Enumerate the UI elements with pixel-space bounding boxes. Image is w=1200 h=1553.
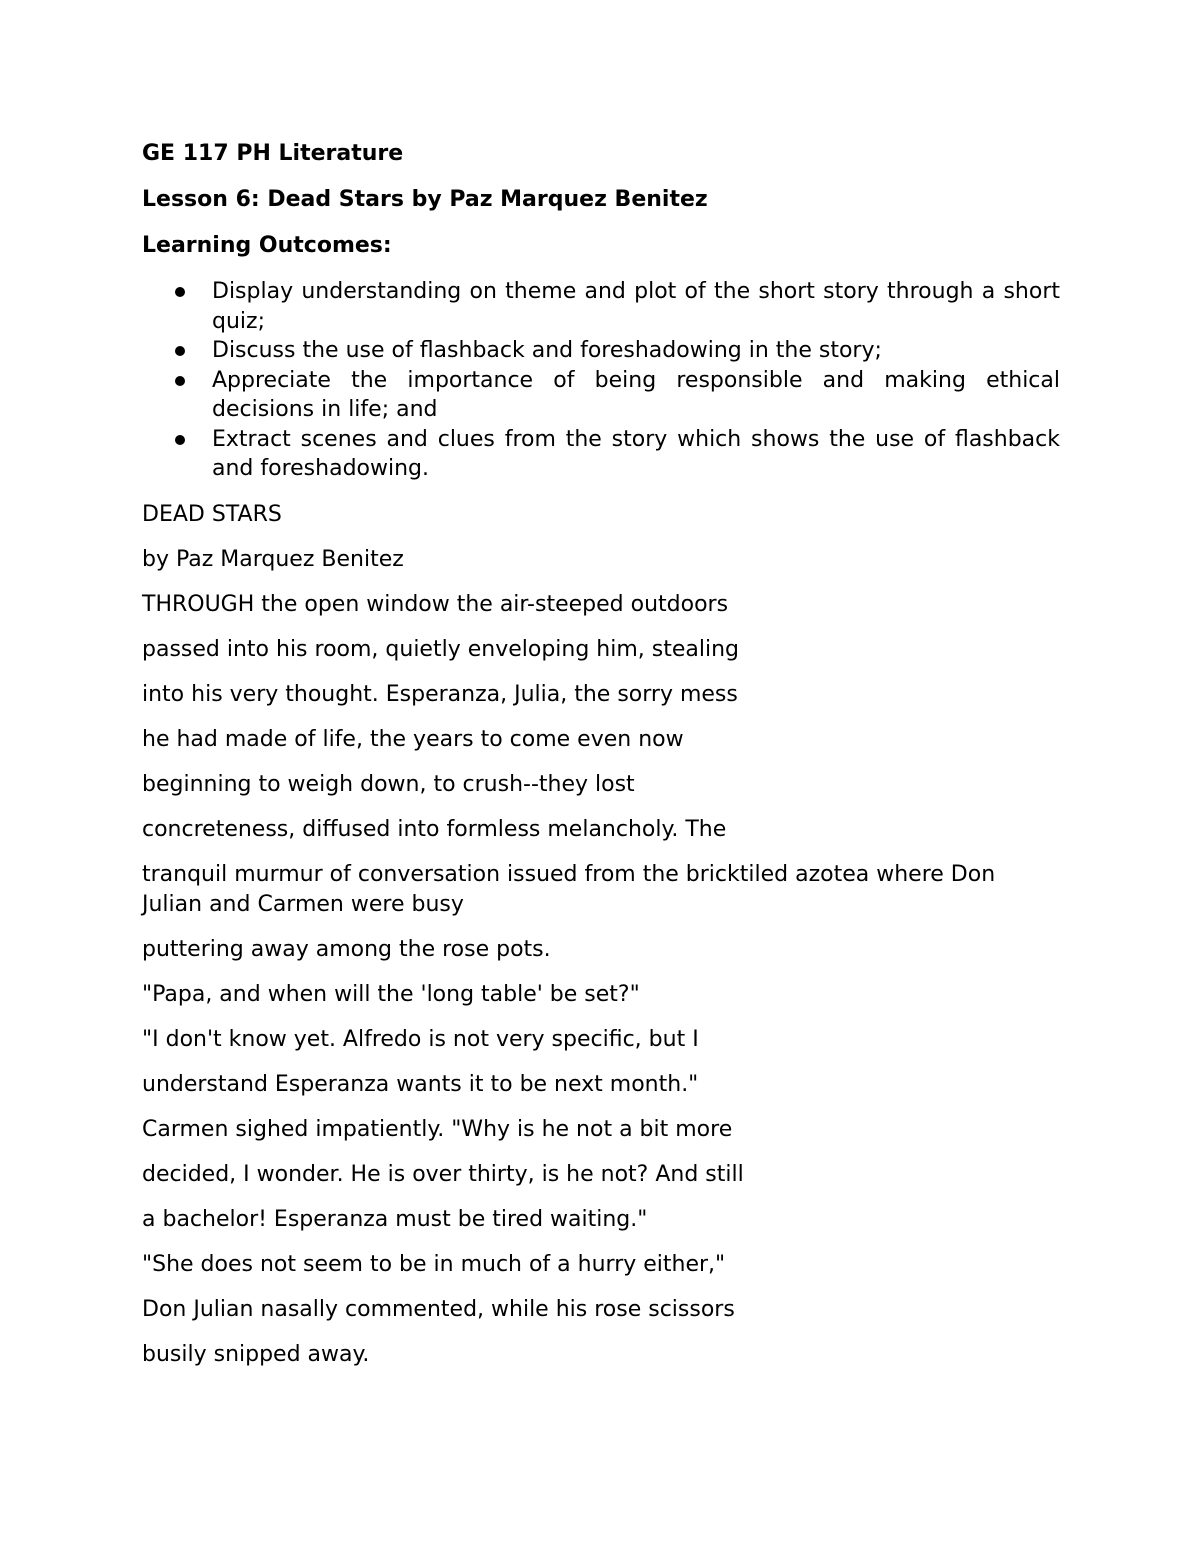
story-line: busily snipped away. [142, 1341, 370, 1367]
story-line: he had made of life, the years to come even now [142, 726, 684, 752]
story-line: THROUGH the open window the air-steeped outdoors [142, 591, 729, 617]
list-item [142, 336, 1060, 366]
lesson-title: Lesson 6: Dead Stars by Paz Marquez Benitez [142, 187, 708, 212]
list-item [142, 425, 1060, 484]
story-line: "Papa, and when will the 'long table' be set?" [142, 981, 640, 1007]
story-line: "She does not seem to be in much of a hurry either," [142, 1251, 726, 1277]
story-line: tranquil murmur of conversation issued from the bricktiled azotea where Don Julian and Carmen were busy [142, 861, 996, 917]
story-line: understand Esperanza wants it to be next month." [142, 1071, 699, 1097]
story-line: concreteness, diffused into formless melancholy. The [142, 816, 727, 842]
story-line: Don Julian nasally commented, while his rose scissors [142, 1296, 735, 1322]
story-line: passed into his room, quietly enveloping him, stealing [142, 636, 740, 662]
course-title: GE 117 PH Literature [142, 141, 404, 166]
story-line: beginning to weigh down, to crush--they lost [142, 771, 635, 797]
learning-outcomes-list [142, 277, 1060, 484]
outcome-text: Discuss the use of flashback and foreshadowing in the story; [212, 338, 882, 363]
outcome-text: Display understanding on theme and plot of the short story through a short quiz; [212, 279, 1060, 334]
outcome-text: Extract scenes and clues from the story which shows the use of flashback and foreshadowing. [212, 426, 1060, 481]
outcomes-heading: Learning Outcomes: [142, 233, 392, 258]
bullet-icon [175, 376, 185, 386]
list-item [142, 366, 1060, 425]
outcome-text: Appreciate the importance of being responsible and making ethical decisions in life; and [212, 367, 1060, 422]
bullet-icon [175, 346, 185, 356]
bullet-icon [175, 435, 185, 445]
story-line: a bachelor! Esperanza must be tired waiting." [142, 1206, 648, 1232]
story-author: by Paz Marquez Benitez [142, 546, 404, 572]
list-item [142, 277, 1060, 336]
story-title: DEAD STARS [142, 501, 282, 527]
story-line: "I don't know yet. Alfredo is not very specific, but I [142, 1026, 699, 1052]
story-line: puttering away among the rose pots. [142, 936, 551, 962]
story-line: Carmen sighed impatiently. "Why is he not a bit more [142, 1116, 733, 1142]
bullet-icon [175, 287, 185, 297]
story-line: into his very thought. Esperanza, Julia, the sorry mess [142, 681, 738, 707]
document-page [142, 139, 1060, 1385]
story-line: decided, I wonder. He is over thirty, is he not? And still [142, 1161, 744, 1187]
